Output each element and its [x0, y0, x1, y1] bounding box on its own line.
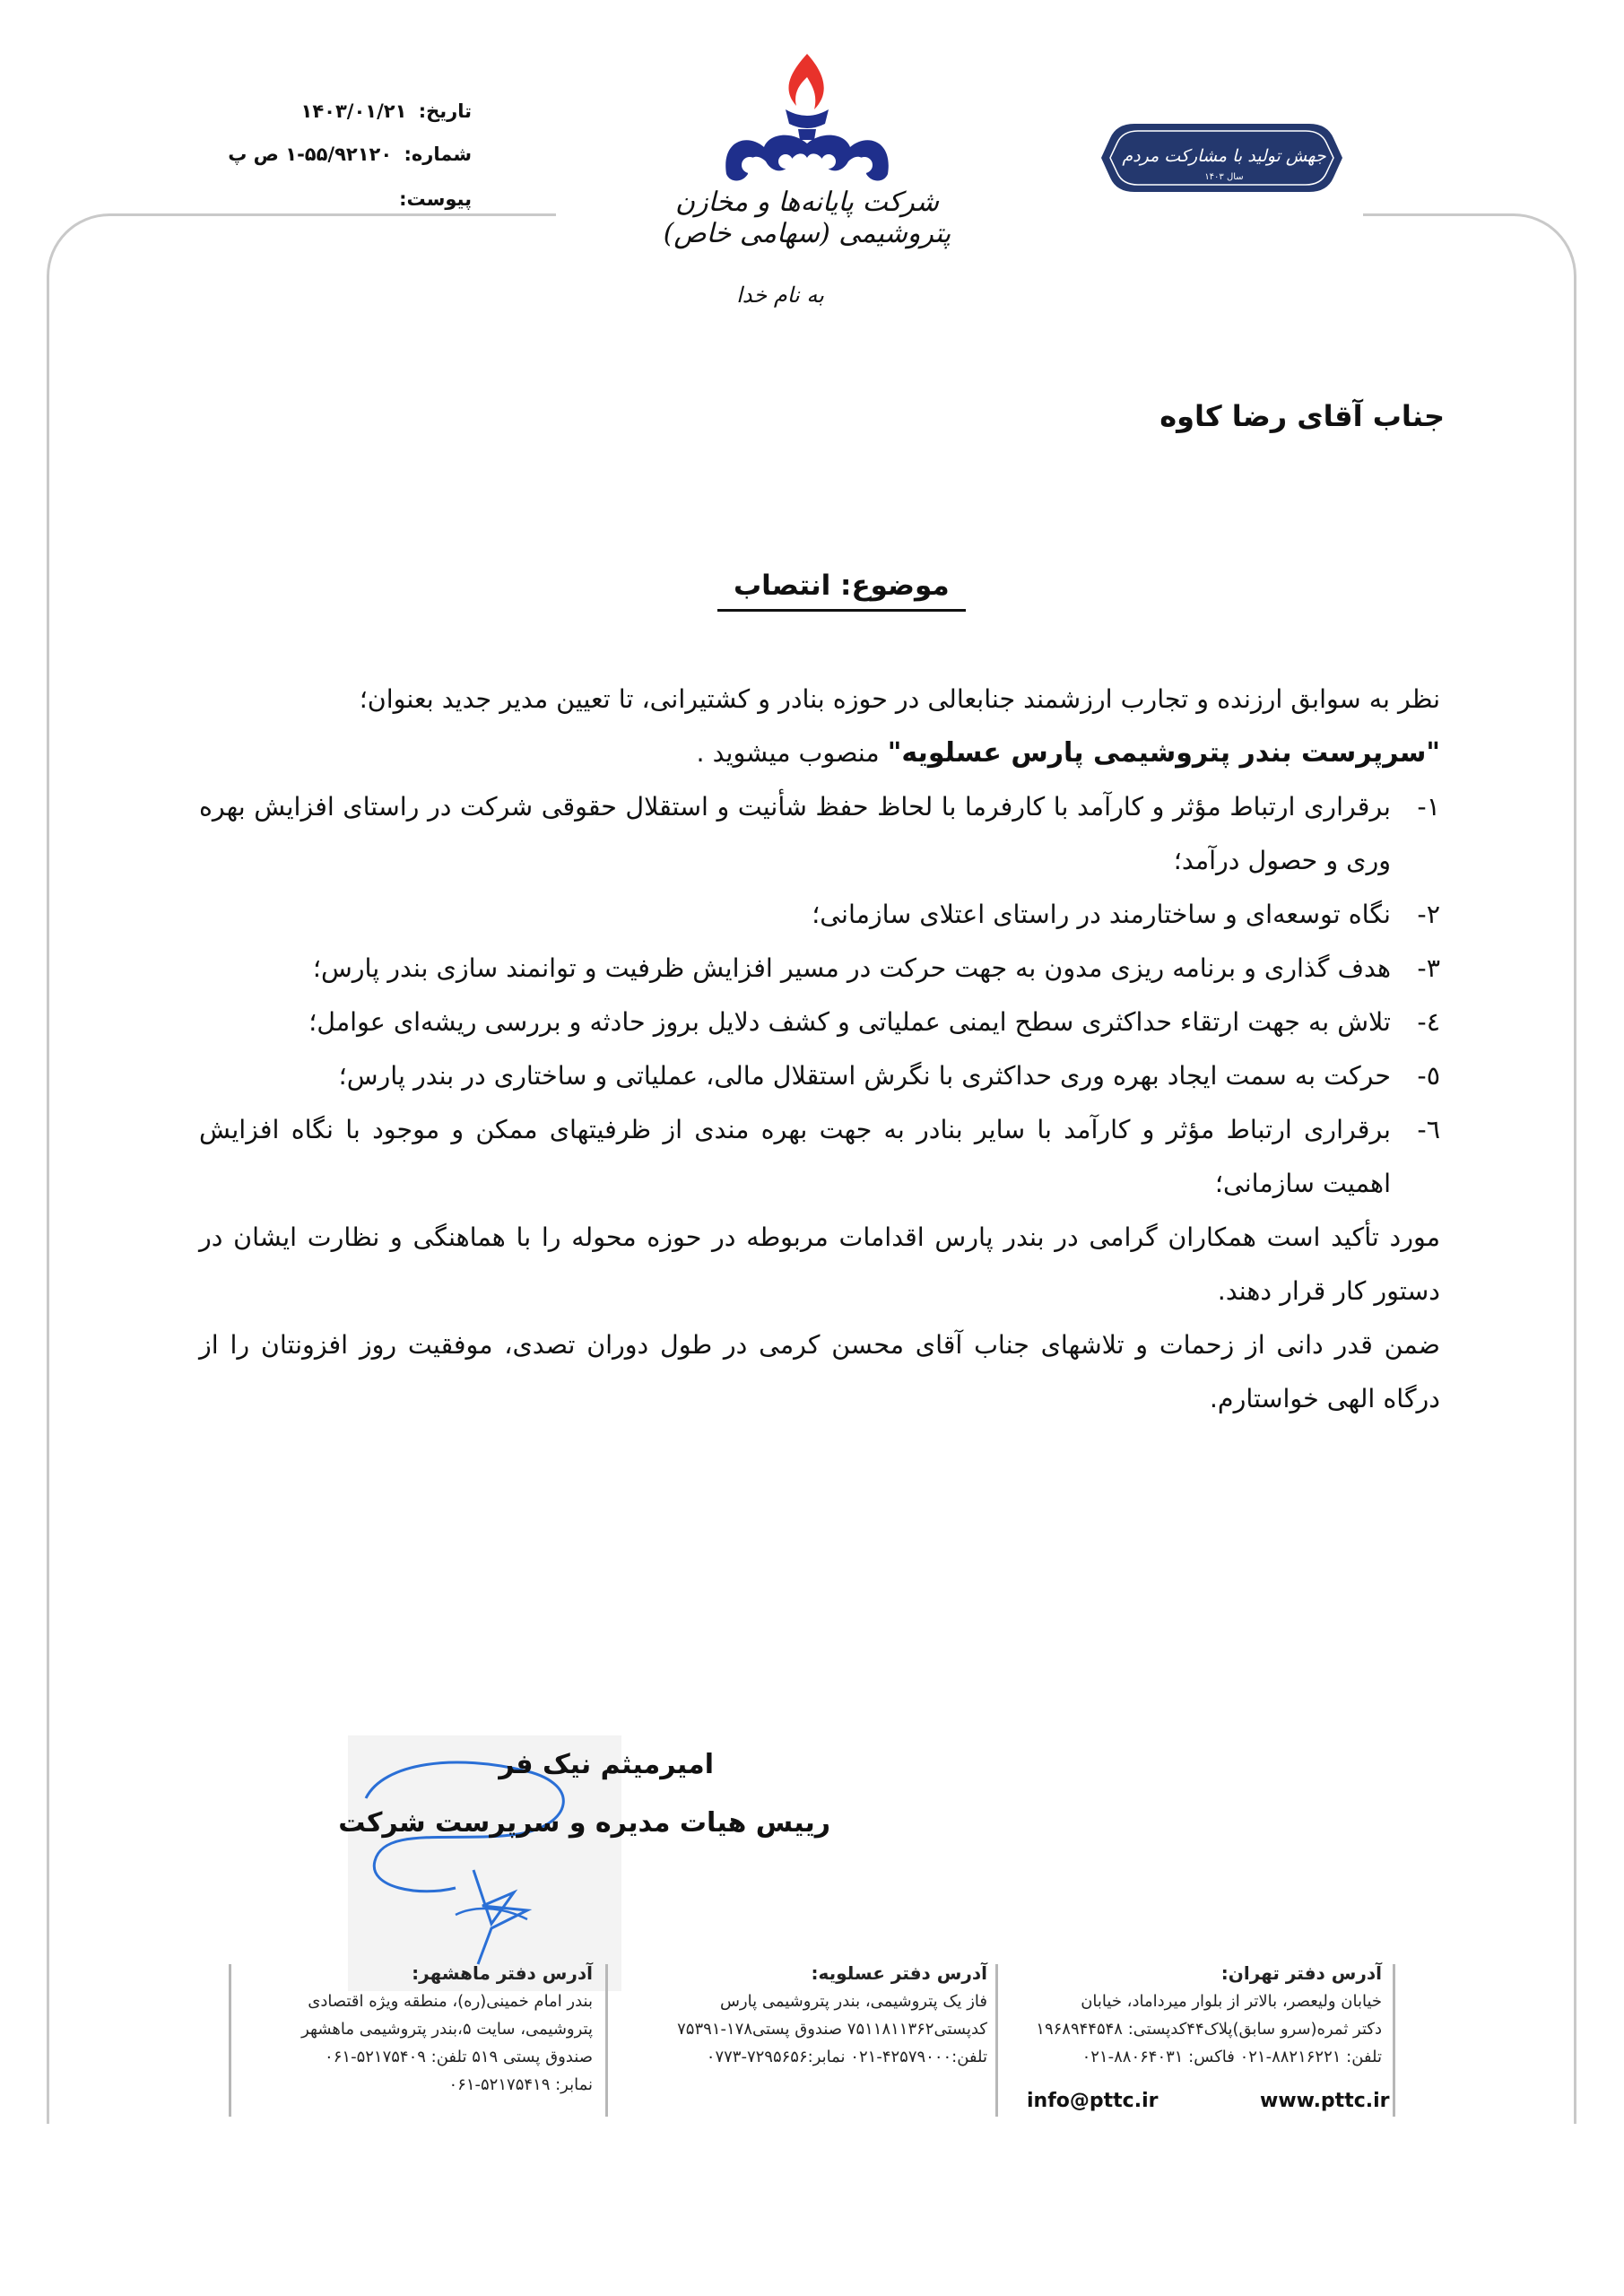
list-item-text: تلاش به جهت ارتقاء حداکثری سطح ایمنی عملیاتی و کشف دلایل بروز حادثه و بررسی ریشه‌ای عوامل؛: [308, 1007, 1391, 1037]
company-logo-icon: [699, 47, 915, 199]
list-item-number: ۱-: [1417, 792, 1440, 822]
tehran-title: آدرس دفتر تهران:: [1220, 1962, 1382, 1984]
recipient: جناب آقای رضا کاوه: [1159, 399, 1445, 433]
list-item: [199, 888, 1440, 942]
asaluyeh-line-2: کدپستی۷۵۱۱۸۱۱۳۶۲ صندوق پستی۱۷۸-۷۵۳۹۱: [677, 2020, 987, 2039]
attachment-label: پیوست:: [399, 188, 472, 210]
appointment-title: "سرپرست بندر پتروشیمی پارس عسلویه": [887, 737, 1440, 769]
list-item-number: ۲-: [1417, 900, 1440, 929]
list-item-text: برقراری ارتباط مؤثر و کارآمد با کارفرما با لحاظ حفظ شأنیت و استقلال حقوقی شرکت در راستای افزایش بهره وری و حصول درآمد؛: [199, 792, 1391, 875]
basmala: به نام خدا: [736, 283, 824, 308]
list-item: [199, 942, 1440, 996]
footer-divider: [229, 1964, 231, 2117]
tehran-line-1: خیابان ولیعصر، بالاتر از بلوار میرداماد، خیابان: [1081, 1992, 1382, 2011]
badge-subtext: سال ۱۴۰۳: [1204, 172, 1244, 182]
letter-body: [199, 673, 1440, 1426]
date-row: [301, 100, 472, 122]
asaluyeh-line-3: تلفن:۴۲۵۷۹۰۰۰-۰۲۱ نمابر:۷۲۹۵۶۵۶-۰۷۷۳: [706, 2048, 987, 2066]
mahshahr-line-4: نمابر: ۵۲۱۷۵۴۱۹-۰۶۱: [448, 2075, 593, 2094]
closing-paragraph-1: مورد تأکید است همکاران گرامی در بندر پارس اقدامات مربوطه در حوزه محوله را با هماهنگی و نظارت ایشان در دستور کار قرار دهند.: [199, 1222, 1440, 1306]
number-row: [228, 144, 472, 165]
list-item-text: برقراری ارتباط مؤثر و کارآمد با سایر بنادر به جهت بهره مندی از ظرفیتهای ممکن و موجود با نگاه افزایش اهمیت سازمانی؛: [199, 1115, 1391, 1198]
footer-divider: [1393, 1964, 1395, 2117]
intro-paragraph: [199, 673, 1440, 780]
email-link[interactable]: info@pttc.ir: [1027, 2090, 1159, 2112]
closing-paragraph-2: ضمن قدر دانی از زحمات و تلاشهای جناب آقای محسن کرمی در طول دوران تصدی، موفقیت روز افزونتان را از درگاه الهی خواستارم.: [199, 1330, 1440, 1413]
footer-divider: [995, 1964, 998, 2117]
intro-text: نظر به سوابق ارزنده و تجارب ارزشمند جنابعالی در حوزه بنادر و کشتیرانی، تا تعیین مدیر جدید بعنوان؛: [359, 684, 1440, 714]
list-item-text: نگاه توسعه‌ای و ساختارمند در راستای اعتلای سازمانی؛: [812, 900, 1391, 929]
list-item: [199, 1103, 1440, 1211]
signatory-title: رییس هیات مدیره و سرپرست شرکت: [338, 1807, 830, 1839]
footer-divider: [605, 1964, 608, 2117]
attachment-row: [394, 188, 472, 210]
footer-tehran: [1005, 1960, 1382, 2071]
footer-mahshahr: [234, 1960, 593, 2099]
list-item: [199, 1049, 1440, 1103]
badge-text: جهش تولید با مشارکت مردم: [1122, 146, 1326, 166]
footer-asaluyeh: [620, 1960, 987, 2071]
asaluyeh-line-1: فاز یک پتروشیمی، بندر پتروشیمی پارس: [719, 1992, 987, 2011]
mahshahr-title: آدرس دفتر ماهشهر:: [412, 1962, 593, 1984]
mahshahr-line-1: بندر امام خمینی(ره)، منطقه ویژه اقتصادی: [308, 1992, 593, 2011]
number-label: شماره:: [404, 144, 472, 165]
list-item-number: ٦-: [1417, 1115, 1440, 1144]
list-item: [199, 780, 1440, 888]
website-link[interactable]: www.pttc.ir: [1260, 2090, 1390, 2112]
tehran-line-2: دکتر ثمره(سرو سابق)پلاک۴۴کدپستی: ۱۹۶۸۹۴۴۵۴۸: [1036, 2020, 1382, 2039]
list-item-text: حرکت به سمت ایجاد بهره وری حداکثری با نگرش استقلال مالی، عملیاتی و ساختاری در بندر پارس؛: [338, 1061, 1391, 1091]
asaluyeh-title: آدرس دفتر عسلویه:: [811, 1962, 987, 1984]
list-item-number: ٥-: [1417, 1061, 1440, 1091]
appointment-tail: منصوب میشوید .: [696, 738, 888, 768]
list-item-number: ٤-: [1417, 1007, 1440, 1037]
slogan-badge-icon: [1099, 118, 1345, 197]
date-label: تاریخ:: [418, 100, 472, 122]
list-item-text: هدف گذاری و برنامه ریزی مدون به جهت حرکت در مسیر افزایش ظرفیت و توانمند سازی بندر پارس؛: [312, 953, 1391, 983]
date-value: ۱۴۰۳/۰۱/۲۱: [300, 100, 407, 122]
list-item-number: ۳-: [1417, 953, 1440, 983]
number-value: ۵۵/۹۲۱۲۰-۱ ص پ: [228, 144, 393, 165]
list-item: [199, 996, 1440, 1049]
subject: موضوع: انتصاب: [717, 570, 966, 612]
mahshahr-line-2: پتروشیمی، سایت ۵،بندر پتروشیمی ماهشهر: [301, 2020, 593, 2039]
company-name: شرکت پایانه‌ها و مخازن پتروشیمی (سهامی خاص): [663, 187, 951, 249]
tehran-line-3: تلفن: ۸۸۲۱۶۲۲۱-۰۲۱ فاکس: ۸۸۰۶۴۰۳۱-۰۲۱: [1081, 2048, 1382, 2066]
mahshahr-line-3: صندوق پستی ۵۱۹ تلفن: ۵۲۱۷۵۴۰۹-۰۶۱: [325, 2048, 593, 2066]
signatory-name: امیرمیثم نیک فر: [499, 1749, 714, 1780]
